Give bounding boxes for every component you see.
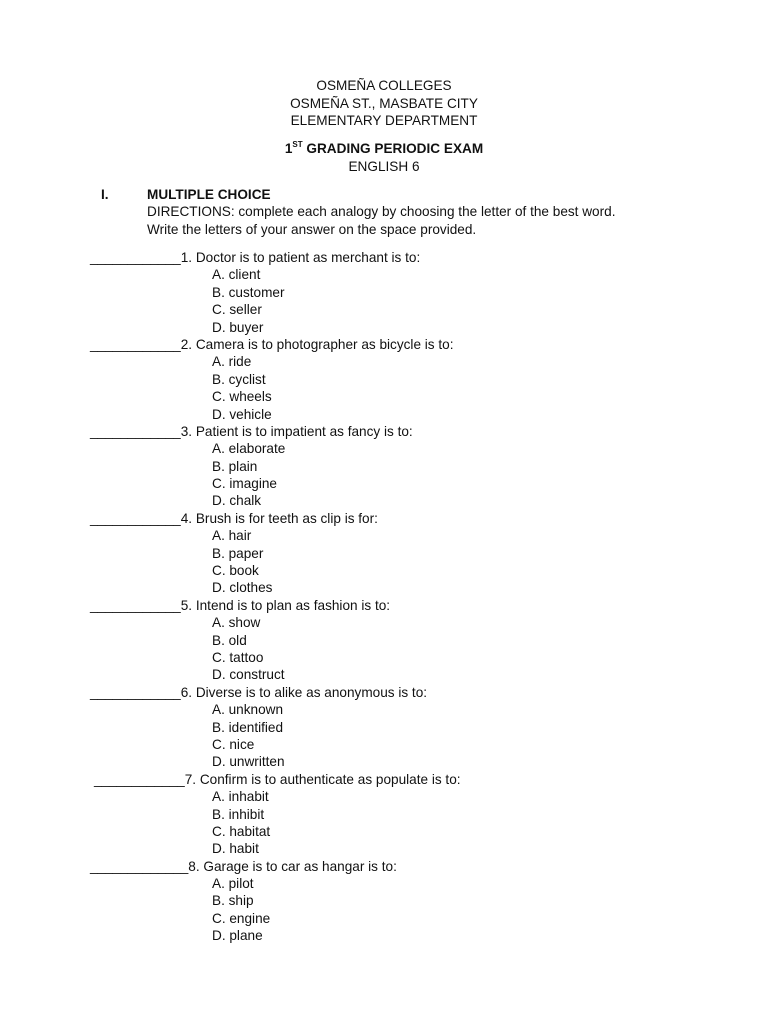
answer-option: C. book xyxy=(212,563,259,579)
answer-option: A. show xyxy=(212,615,261,631)
answer-blank[interactable]: ____________ xyxy=(90,684,181,700)
answer-blank[interactable]: ____________ xyxy=(90,597,181,613)
directions-line-1: DIRECTIONS: complete each analogy by choosing the letter of the best word. xyxy=(147,204,616,220)
answer-option: C. seller xyxy=(212,302,262,318)
section-title: MULTIPLE CHOICE xyxy=(147,187,271,202)
question-line xyxy=(0,858,768,875)
answer-blank[interactable]: ____________ xyxy=(90,336,181,352)
answer-blank[interactable]: ____________ xyxy=(90,250,181,265)
answer-option: B. plain xyxy=(212,458,258,474)
department-name: ELEMENTARY DEPARTMENT xyxy=(290,113,478,128)
question-item xyxy=(0,423,768,510)
answer-option: A. elaborate xyxy=(212,441,286,457)
question-list xyxy=(0,249,768,945)
question-line xyxy=(0,249,768,266)
answer-option: A. hair xyxy=(212,528,252,544)
answer-blank[interactable]: _____________ xyxy=(90,858,189,874)
question-item xyxy=(0,510,768,597)
answer-blank[interactable]: ____________ xyxy=(90,510,181,526)
question-item xyxy=(0,336,768,423)
answer-option: A. inhabit xyxy=(212,789,269,805)
answer-option: D. plane xyxy=(212,928,263,944)
answer-option: D. chalk xyxy=(212,493,262,509)
question-item xyxy=(0,771,768,858)
answer-option: C. engine xyxy=(212,910,271,926)
answer-option: C. nice xyxy=(212,736,255,752)
answer-option: B. old xyxy=(212,632,247,648)
answer-option: D. habit xyxy=(212,841,259,857)
question-line xyxy=(0,510,768,527)
answer-option: A. client xyxy=(212,267,261,283)
question-line xyxy=(0,684,768,701)
answer-blank[interactable]: ____________ xyxy=(90,423,181,439)
answer-option: D. vehicle xyxy=(212,406,272,422)
question-text: 1. Doctor is to patient as merchant is to: xyxy=(180,250,421,265)
section-header xyxy=(147,186,615,238)
answer-option: A. ride xyxy=(212,354,252,370)
answer-option: B. ship xyxy=(212,893,254,909)
school-name: OSMEÑA COLLEGES xyxy=(316,78,452,93)
question-text: 2. Camera is to photographer as bicycle is to: xyxy=(180,336,454,352)
question-item xyxy=(0,597,768,684)
question-line xyxy=(0,597,768,614)
answer-option: A. unknown xyxy=(212,702,284,718)
answer-blank[interactable]: ____________ xyxy=(94,771,185,787)
answer-option: C. habitat xyxy=(212,823,271,839)
question-item xyxy=(0,684,768,771)
answer-option: B. inhibit xyxy=(212,806,265,822)
school-address: OSMEÑA ST., MASBATE CITY xyxy=(290,95,478,111)
answer-option: B. cyclist xyxy=(212,371,266,387)
answer-option: C. tattoo xyxy=(212,649,264,665)
directions-line-2: Write the letters of your answer on the space provided. xyxy=(147,221,477,237)
question-text: 5. Intend is to plan as fashion is to: xyxy=(180,597,391,613)
answer-option: B. customer xyxy=(212,284,285,300)
question-line xyxy=(0,771,768,788)
question-text: 7. Confirm is to authenticate as populate is to: xyxy=(184,771,461,787)
section-number: I. xyxy=(101,187,109,202)
exam-title xyxy=(0,140,768,157)
question-text: 4. Brush is for teeth as clip is for: xyxy=(180,510,378,526)
answer-option: A. pilot xyxy=(212,876,254,892)
question-item xyxy=(0,858,768,945)
answer-option: B. identified xyxy=(212,719,284,735)
question-item xyxy=(0,249,768,336)
answer-option: D. clothes xyxy=(212,580,273,596)
question-text: 3. Patient is to impatient as fancy is to: xyxy=(180,423,413,439)
question-line xyxy=(0,336,768,353)
exam-title-text: GRADING PERIODIC EXAM xyxy=(302,141,484,156)
question-text: 6. Diverse is to alike as anonymous is to: xyxy=(180,684,428,700)
subject-name: ENGLISH 6 xyxy=(348,158,420,174)
exam-number-suffix: ST xyxy=(292,140,303,149)
question-text: 8. Garage is to car as hangar is to: xyxy=(188,858,397,874)
answer-option: D. buyer xyxy=(212,319,264,335)
question-line xyxy=(0,423,768,440)
exam-number: 1 xyxy=(284,141,293,156)
answer-option: D. unwritten xyxy=(212,754,285,770)
answer-option: C. wheels xyxy=(212,389,272,405)
answer-option: D. construct xyxy=(212,667,285,683)
answer-option: C. imagine xyxy=(212,476,277,492)
answer-option: B. paper xyxy=(212,545,264,561)
